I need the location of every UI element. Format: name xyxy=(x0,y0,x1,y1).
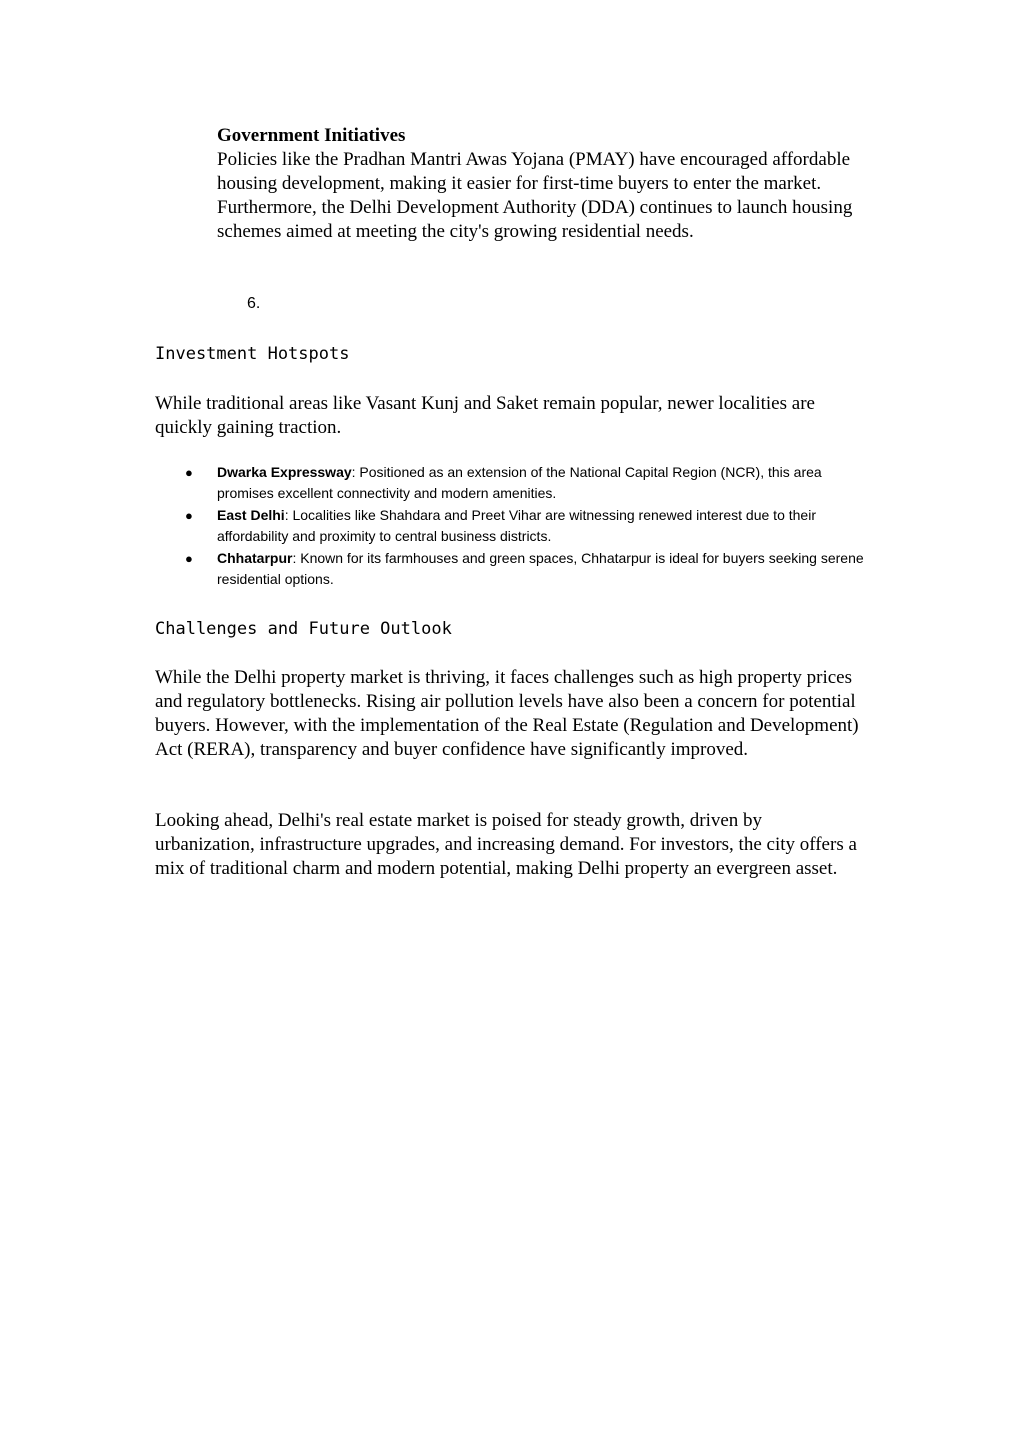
list-item-term: East Delhi xyxy=(217,507,285,523)
list-item-text: : Positioned as an extension of the National Capital Region (NCR), this area promises excellent connectivity and modern amenities. xyxy=(217,464,822,501)
section-title: Government Initiatives xyxy=(217,125,406,146)
list-item xyxy=(185,462,865,504)
outlook-paragraph: Looking ahead, Delhi's real estate market is poised for steady growth, driven by urbanization, infrastructure upgrades, and increasing demand. For investors, the city offers a mix of traditional charm and modern potential, making Delhi property an evergreen asset. xyxy=(155,810,857,879)
hotspots-bullet-list xyxy=(185,462,865,591)
section-heading-challenges: Challenges and Future Outlook xyxy=(155,619,452,639)
list-item-text: : Localities like Shahdara and Preet Vihar are witnessing renewed interest due to their affordability and proximity to central business districts. xyxy=(217,507,816,544)
bullet-icon: ● xyxy=(185,551,193,566)
list-item xyxy=(185,548,865,590)
list-item-term: Dwarka Expressway xyxy=(217,464,352,480)
list-item xyxy=(185,505,865,547)
list-item-term: Chhatarpur xyxy=(217,550,293,566)
list-number: 6. xyxy=(247,295,261,312)
hotspots-intro-paragraph: While traditional areas like Vasant Kunj and Saket remain popular, newer localities are quickly gaining traction. xyxy=(155,393,815,438)
bullet-icon: ● xyxy=(185,508,193,523)
section-heading-investment-hotspots: Investment Hotspots xyxy=(155,344,350,364)
government-initiatives-section xyxy=(217,124,877,244)
section-paragraph: Policies like the Pradhan Mantri Awas Yojana (PMAY) have encouraged affordable housing development, making it easier for first-time buyers to enter the market. Furthermore, the Delhi Development Authority (DDA) continues to launch housing schemes aimed at meeting the city's growing residential needs. xyxy=(217,149,853,242)
challenges-paragraph: While the Delhi property market is thriving, it faces challenges such as high property prices and regulatory bottlenecks. Rising air pollution levels have also been a concern for potential buyers. However, with the implementation of the Real Estate (Regulation and Development) Act (RERA), transparency and buyer confidence have significantly improved. xyxy=(155,667,859,760)
bullet-icon: ● xyxy=(185,465,193,480)
list-item-text: : Known for its farmhouses and green spaces, Chhatarpur is ideal for buyers seeking serene residential options. xyxy=(217,550,864,587)
